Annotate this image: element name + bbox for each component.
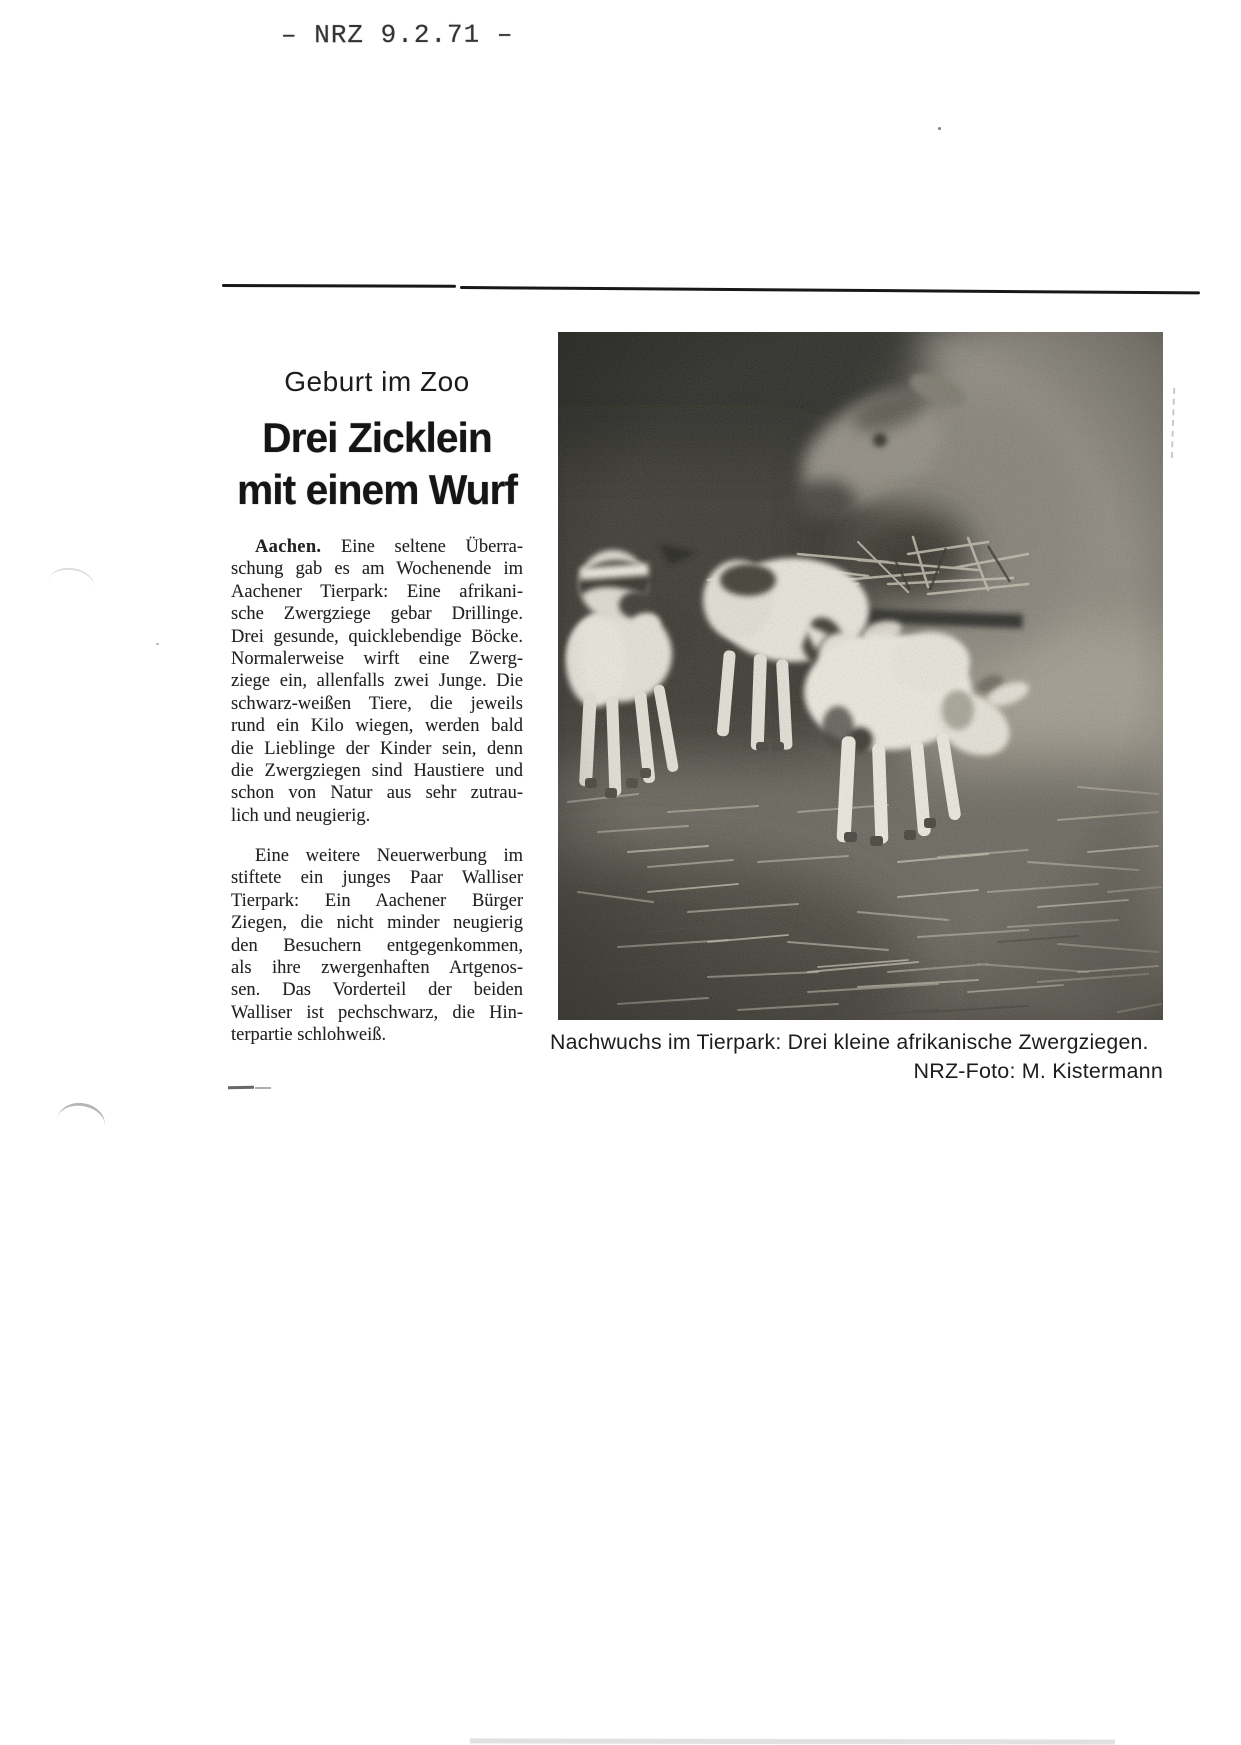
body-line: Tierpark: Ein Aachener Bürger <box>231 890 523 911</box>
headline-line-2: mit einem Wurf <box>237 466 517 513</box>
body-line: schung gab es am Wochenende im <box>231 559 523 580</box>
scan-bottom-edge <box>470 1738 1115 1744</box>
scan-dash-mark-faint <box>255 1087 271 1089</box>
scan-dash-mark <box>228 1086 254 1089</box>
body-line: den Besuchern entgegenkommen, <box>231 935 523 956</box>
scan-speck <box>938 127 941 130</box>
scan-speck <box>156 643 159 645</box>
body-line: sche Zwergziege gebar Drillinge. <box>231 604 523 625</box>
body-line: Eine weitere Neuerwerbung im <box>255 846 523 866</box>
kicker: Geburt im Zoo <box>284 366 470 397</box>
article-paragraph-1 <box>231 536 523 827</box>
body-line: sen. Das Vorderteil der beiden <box>231 980 523 1001</box>
body-line: Drei gesunde, quicklebendige Böcke. <box>231 626 523 647</box>
caption-text: Nachwuchs im Tierpark: Drei kleine afrikanische Zwergziegen. <box>550 1030 1149 1054</box>
body-line: Ziegen, die nicht minder neugierig <box>231 913 523 934</box>
scan-arc-mark-upper <box>46 565 96 603</box>
article-paragraph-2 <box>231 845 523 1047</box>
body-line: Walliser ist pechschwarz, die Hin- <box>231 1002 523 1023</box>
body-line: schwarz-weißen Tiere, die jeweils <box>231 693 523 714</box>
body-line: lich und neugierig. <box>231 805 371 826</box>
article-photo-goats <box>558 332 1163 1020</box>
top-rule-right <box>460 286 1200 295</box>
body-line <box>231 536 523 558</box>
photo-caption <box>550 1030 1163 1084</box>
scan-vertical-mark <box>1171 388 1175 458</box>
headline <box>231 412 523 516</box>
photo-credit: NRZ-Foto: M. Kistermann <box>913 1059 1163 1083</box>
body-line: schon von Natur aus sehr zutrau- <box>231 783 523 804</box>
scan-arc-mark-lower <box>54 1099 108 1146</box>
archive-date-note: – NRZ 9.2.71 – <box>280 19 514 51</box>
body-line: die Lieblinge der Kinder sein, denn <box>231 738 523 759</box>
body-line: rund ein Kilo wiegen, werden bald <box>231 716 523 737</box>
body-line: die Zwergziegen sind Haustiere und <box>231 761 523 782</box>
body-line: ziege ein, allenfalls zwei Junge. Die <box>231 671 523 692</box>
body-line: stiftete ein junges Paar Walliser <box>231 868 523 889</box>
body-line-text: Eine seltene Überra- <box>340 537 523 557</box>
body-line: Normalerweise wirft eine Zwerg- <box>231 649 523 670</box>
body-line: terpartie schlohweiß. <box>231 1025 387 1046</box>
body-line: als ihre zwergenhaften Artgenos- <box>231 958 523 979</box>
headline-line-1: Drei Zicklein <box>262 414 492 461</box>
dateline: Aachen. <box>255 537 322 557</box>
body-line: Aachener Tierpark: Eine afrikani- <box>231 581 523 602</box>
top-rule-left <box>222 284 456 288</box>
